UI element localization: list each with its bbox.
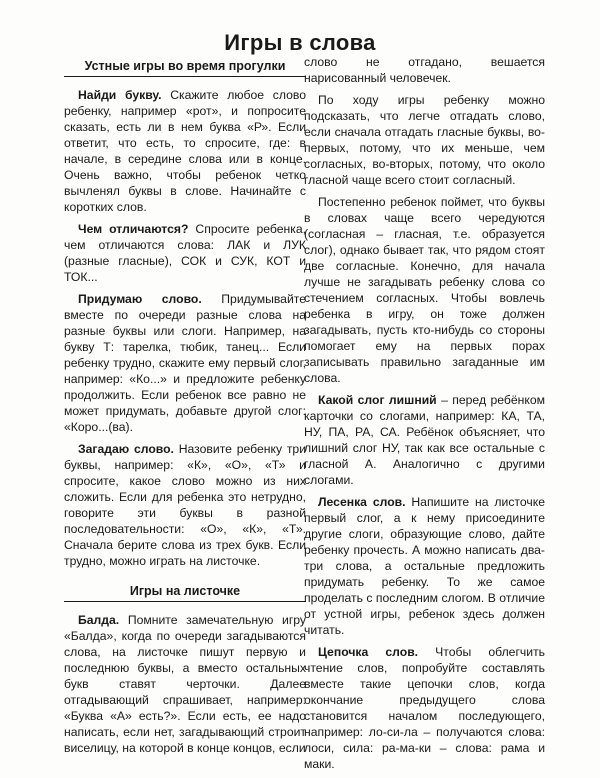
paragraph-invent-word [64,291,306,435]
paragraph-word-chain [304,644,545,772]
section-title-paper-games: Игры на листочке [64,583,306,602]
paragraph-text: Придумывайте вместе по очереди разные слова на разные буквы или слоги. Например, на букву Т: тарелка, тюбик, танец... Если ребенку трудно, скажите ему первый слог, например: «Ко...» и предложите ребенку продолжить. Если ребенок все равно не может придумать, добавьте другой слог: «Коро...(ва). [64,292,306,434]
paragraph-text: Скажите любое слово ребенку, например «рот», и попросите сказать, есть ли в нем буква «Р». Если ответит, что есть, то спросите, где: в начале, в середине слова или в конце. Очень важно, чтобы ребенок четко вычленял буквы в слове. Начинайте с коротких слов. [64,88,307,214]
right-column [304,54,545,778]
paragraph-balda-continued: слово не отгадано, вешается нарисованный человечек. [304,55,545,85]
paragraph-text: Спросите ребенка, чем отличаются слова: ЛАК и ЛУК (разные гласные), СОК и СУК, КОТ и ТОК... [64,222,306,284]
game-name-differences: Чем отличаются? [78,222,189,236]
paragraph-odd-syllable [304,392,545,488]
game-name-find-letter: Найди букву. [78,88,162,102]
paragraph-text: Помните замечательную игру «Балда», когда по очереди загадываются слова, на листочке пишут первую и последнюю буквы, а вместо остальных букв ставят черточки. Далее отгадывающий спрашивает, например: «Буква «А» есть?». Если есть, ее надо написать, если нет, загадывающий строит виселицу, на которой в конце концов, если [64,613,306,755]
paragraph-text: Назовите ребенку три буквы, например: «К», «О», «Т» и спросите, какое слово можно из них сложить. Если для ребенка это нетрудно, говорите эти буквы в разной последовательности: «О», «К», «Т». Сначала берите слова из трех букв. Если трудно, можно играть на листочке. [64,442,306,568]
game-name-word-ladder: Лесенка слов. [318,495,406,509]
paragraph-text: Чтобы облегчить чтение слов, попробуйте составлять вместе такие цепочки слов, когда окончание предыдущего слова становится началом последующего, например: ло-си-ла – получаются слова: лоси, сила: ра-ма-ки – слова: рама и маки. [304,645,545,771]
page-title: Игры в слова [224,30,376,55]
paragraph-word-ladder [304,494,545,638]
left-column [64,54,306,762]
paragraph-text: – перед ребёнком карточки со слогами, например: КА, ТА, НУ, ПА, РА, СА. Ребёнок объясняет, что лишний слог НУ, так как все остальные с гласной А. Аналогично с другими слогами. [304,393,546,487]
game-name-guess-word: Загадаю слово. [78,442,174,456]
game-name-word-chain: Цепочка слов. [318,645,419,659]
game-name-invent-word: Придумаю слово. [78,292,202,306]
paragraph-hint: По ходу игры ребенку можно подсказать, что легче отгадать слово, если сначала отгадать гласные буквы, во-первых, потому, что их меньше, чем согласных, во-вторых, потому, что около гласной чаще всего стоит согласный. [304,93,545,187]
game-name-odd-syllable: Какой слог лишний [318,393,437,407]
paragraph-find-letter [64,87,306,215]
section-title-walk-games: Устные игры во время прогулки [64,58,306,77]
paragraph-syllables: Постепенно ребенок поймет, что буквы в словах чаще всего чередуются (согласная – гласная, т.е. образуется слог), однако бывает так, что рядом стоят две согласные. Конечно, для начала лучше не загадывать ребенку слова со стечением согласных. Чтобы вовлечь ребенка в игру, он тоже должен загадывать, пусть кто-нибудь со стороны помогает ему на первых порах записывать правильно загаданные им слова. [304,195,545,385]
paragraph-differences [64,221,306,285]
paragraph-text: Напишите на листочке первый слог, а к нему присоедините другие слоги, образующие слово, дайте ребенку прочесть. А можно написать два-три слова, а остальные предложить придумать ребенку. То же самое проделать с последним слогом. В отличие от устной игры, ребенок здесь должен читать. [304,495,545,637]
game-name-balda: Балда. [78,613,120,627]
paragraph-balda [64,612,306,756]
paragraph-guess-word [64,441,306,569]
